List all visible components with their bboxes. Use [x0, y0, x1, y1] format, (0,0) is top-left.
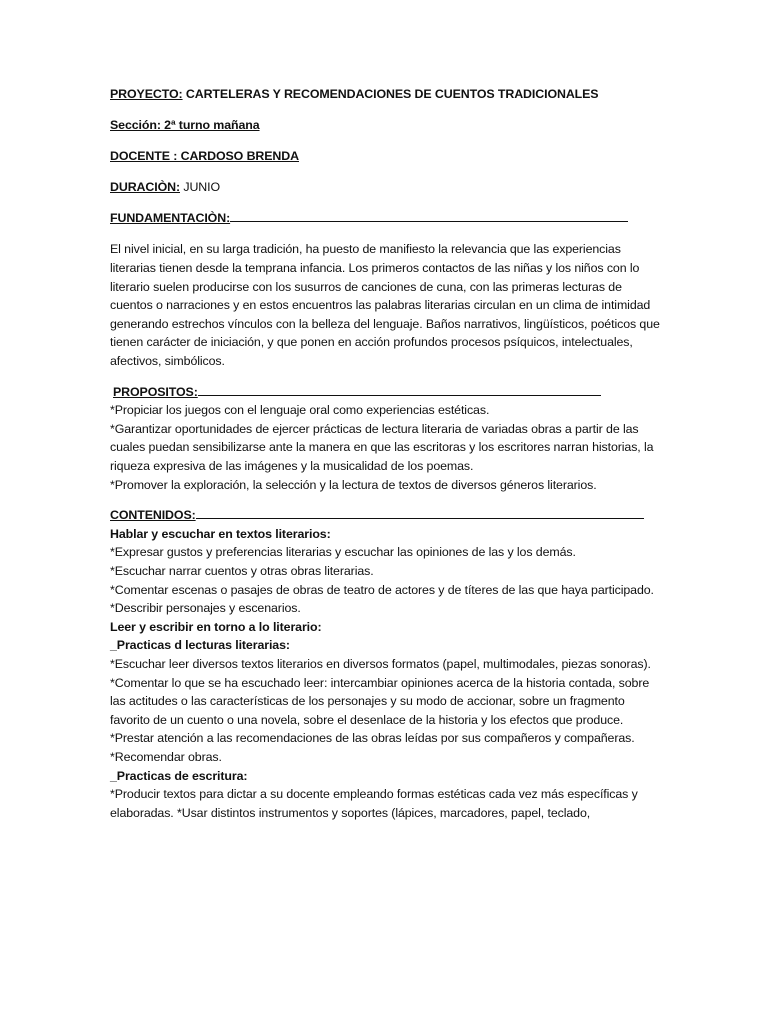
contenido-item: *Producir textos para dictar a su docente empleando formas estéticas cada vez más específicas y elaboradas. *Usar distintos instrumentos y soportes (lápices, marcadores, papel, teclado,: [110, 787, 638, 820]
contenido-item: *Comentar lo que se ha escuchado leer: intercambiar opiniones acerca de la historia contada, sobre las actitudes o las características de los personajes y su modo de accionar, sobre un fragmento favorito de un cuento o una novela, sobre el desenlace de la historia y los efectos que produce.: [110, 675, 650, 727]
spacer: [110, 494, 662, 506]
contenido-item: *Comentar escenas o pasajes de obras de teatro de actores y de títeres de las que haya participado.: [110, 582, 654, 597]
contenidos-subheading: _Practicas de escritura:: [110, 768, 248, 783]
contenido-item: *Prestar atención a las recomendaciones de las obras leídas por sus compañeros y compañeras.: [110, 731, 635, 746]
heading-rule: [198, 384, 601, 396]
duration-line: [110, 178, 662, 197]
fundamentacion-heading-line: [110, 209, 662, 228]
document-body: [110, 85, 662, 822]
heading-rule: [230, 210, 628, 222]
contenido-item: *Escuchar leer diversos textos literarios en diversos formatos (papel, multimodales, piezas sonoras).: [110, 656, 651, 671]
contenido-item: *Describir personajes y escenarios.: [110, 601, 301, 616]
proposito-item: *Propiciar los juegos con el lenguaje oral como experiencias estéticas.: [110, 403, 490, 418]
contenidos-subheading: Hablar y escuchar en textos literarios:: [110, 526, 331, 541]
project-title: CARTELERAS Y RECOMENDACIONES DE CUENTOS TRADICIONALES: [185, 87, 599, 101]
contenido-item: *Recomendar obras.: [110, 749, 222, 764]
duration-value: JUNIO: [183, 180, 221, 195]
contenidos-subheading: _Practicas d lecturas literarias:: [110, 638, 290, 653]
teacher-text: DOCENTE : CARDOSO BRENDA: [110, 149, 299, 164]
project-line: [110, 85, 662, 104]
project-label: PROYECTO:: [110, 87, 183, 101]
section-text: Sección: 2ª turno mañana: [110, 118, 260, 133]
contenidos-heading-line: [110, 506, 662, 525]
contenidos-subheading: Leer y escribir en torno a lo literario:: [110, 619, 322, 634]
section-line: [110, 116, 662, 135]
propositos-heading: PROPOSITOS:: [113, 384, 198, 399]
proposito-item: *Garantizar oportunidades de ejercer prácticas de lectura literaria de variadas obras a partir de las cuales puedan sensibilizarse ante la manera en que las escritoras y los escritores narran historias, la riqueza expresiva de las imágenes y la musicalidad de los poemas.: [110, 421, 654, 473]
heading-rule: [196, 507, 644, 519]
fundamentacion-paragraph: El nivel inicial, en su larga tradición, ha puesto de manifiesto la relevancia que las experiencias literarias tienen desde la temprana infancia. Los primeros contactos de las niñas y los niños con lo literario suelen producirse con los susurros de canciones de cuna, con las primeras lecturas de cuentos o narraciones y en estos encuentros las palabras literarias circulan en un clima de intimidad generando estrechos vínculos con la belleza del lenguaje. Baños narrativos, lingüísticos, poéticos que tienen carácter de iniciación, y que ponen en acción profundos procesos psíquicos, intelectuales, afectivos, simbólicos.: [110, 242, 660, 369]
duration-label: DURACIÒN:: [110, 180, 180, 195]
teacher-line: [110, 147, 662, 166]
spacer: [110, 371, 662, 383]
contenidos-heading: CONTENIDOS:: [110, 508, 196, 523]
fundamentacion-heading: FUNDAMENTACIÒN:: [110, 211, 231, 226]
proposito-item: *Promover la exploración, la selección y la lectura de textos de diversos géneros literarios.: [110, 477, 597, 492]
contenido-item: *Expresar gustos y preferencias literarias y escuchar las opiniones de las y los demás.: [110, 545, 576, 560]
contenido-item: *Escuchar narrar cuentos y otras obras literarias.: [110, 563, 374, 578]
propositos-heading-line: [110, 383, 662, 402]
